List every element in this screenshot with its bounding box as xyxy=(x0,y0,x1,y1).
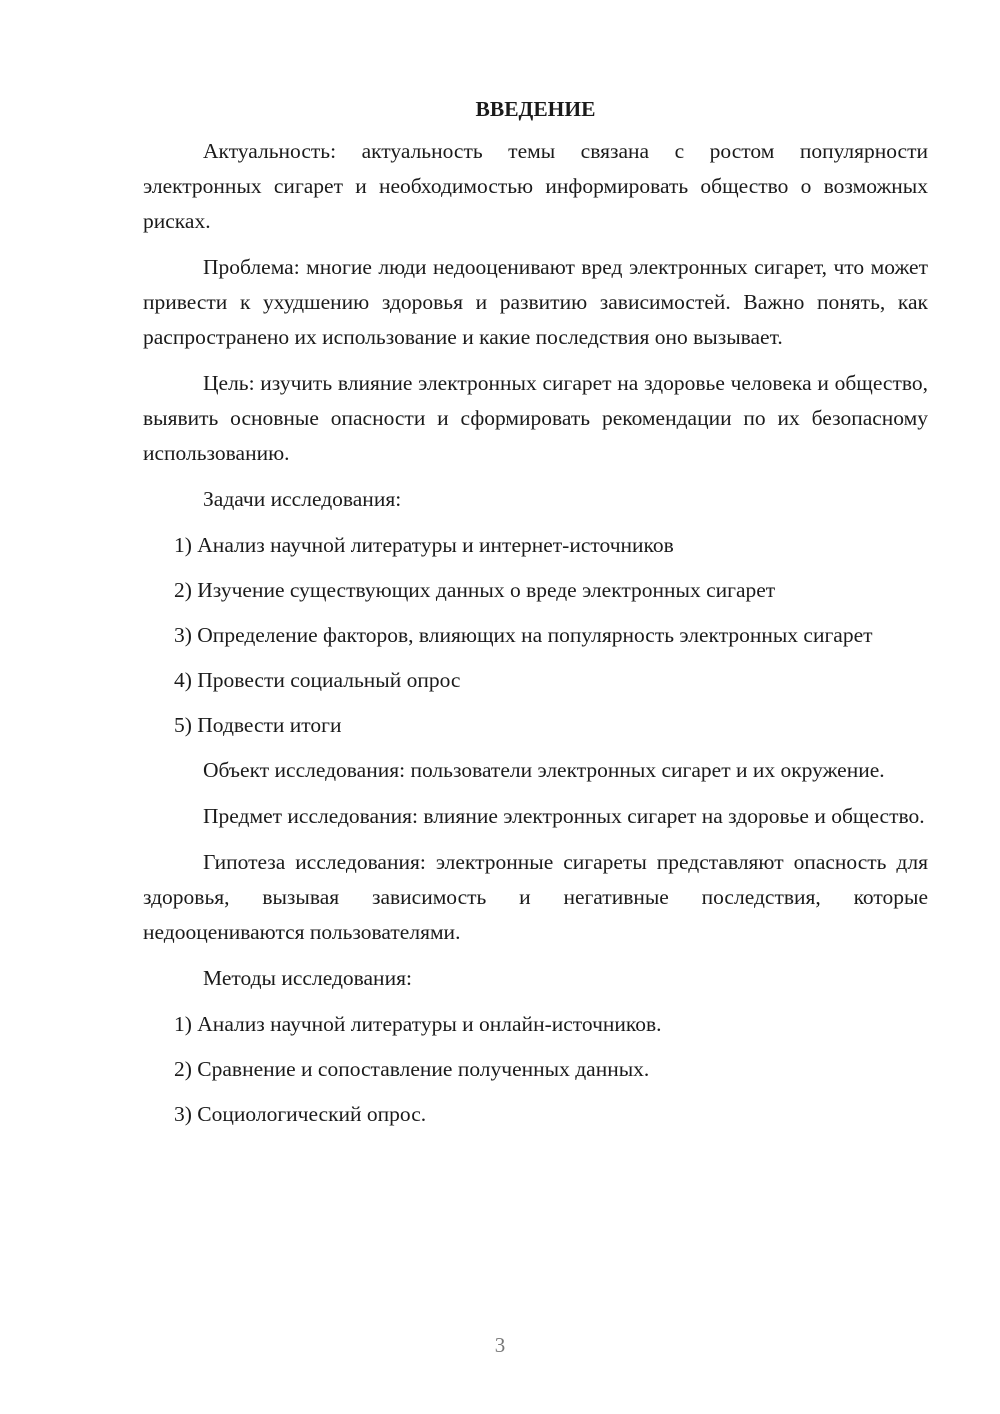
page-number: 3 xyxy=(494,1333,506,1357)
task-item-5: 5) Подвести итоги xyxy=(174,713,342,737)
problem-paragraph: Проблема: многие люди недооценивают вред электронных сигарет, что может привести к ухудшению здоровья и развитию зависимостей. Важно понять, как распространено их использование и какие последствия оно вызывает. xyxy=(143,255,928,349)
relevance-paragraph: Актуальность: актуальность темы связана с ростом популярности электронных сигарет и необходимостью информировать общество о возможных рисках. xyxy=(143,139,928,233)
task-item-4: 4) Провести социальный опрос xyxy=(174,668,461,692)
method-item-1: 1) Анализ научной литературы и онлайн-источников. xyxy=(174,1012,662,1036)
hypothesis-paragraph: Гипотеза исследования: электронные сигареты представляют опасность для здоровья, вызывая зависимость и негативные последствия, которые недооцениваются пользователями. xyxy=(143,850,928,944)
tasks-heading: Задачи исследования: xyxy=(203,487,402,511)
methods-heading: Методы исследования: xyxy=(203,966,412,990)
method-item-3: 3) Социологический опрос. xyxy=(174,1102,427,1126)
method-item-2: 2) Сравнение и сопоставление полученных данных. xyxy=(174,1057,650,1081)
task-item-2: 2) Изучение существующих данных о вреде электронных сигарет xyxy=(174,578,776,602)
task-item-1: 1) Анализ научной литературы и интернет-источников xyxy=(174,533,674,557)
object-paragraph: Объект исследования: пользователи электронных сигарет и их окружение. xyxy=(203,758,885,782)
document-page xyxy=(143,92,928,1142)
task-item-3: 3) Определение факторов, влияющих на популярность электронных сигарет xyxy=(174,623,873,647)
goal-paragraph: Цель: изучить влияние электронных сигарет на здоровье человека и общество, выявить основные опасности и сформировать рекомендации по их безопасному использованию. xyxy=(143,371,928,465)
subject-paragraph: Предмет исследования: влияние электронных сигарет на здоровье и общество. xyxy=(203,804,925,828)
page-title: ВВЕДЕНИЕ xyxy=(475,97,596,121)
